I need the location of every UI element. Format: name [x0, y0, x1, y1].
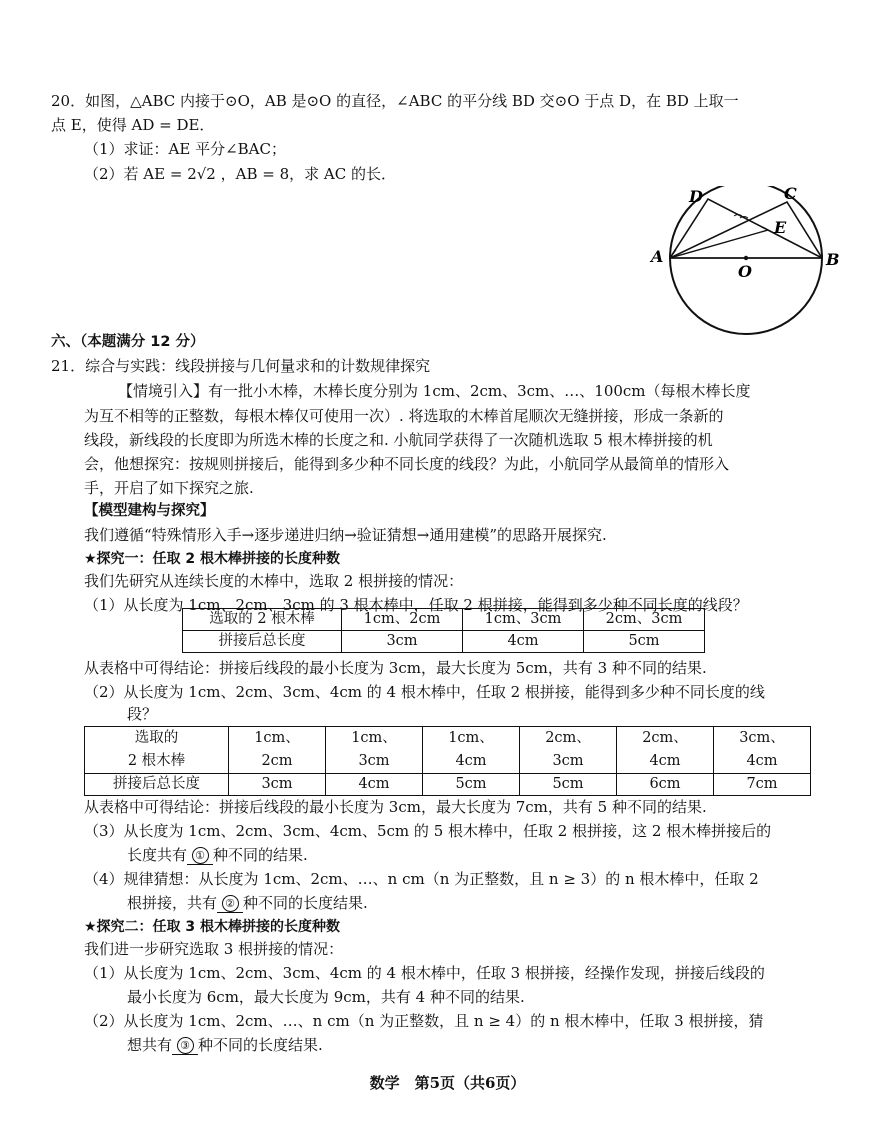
explore1-part1: （1）从长度为 1cm、2cm、3cm 的 3 根木棒中，任取 2 根拼接，能得到多少种不同长度的线段？	[84, 596, 748, 614]
pair-bottom: 3cm	[552, 753, 584, 769]
label-c: C	[784, 186, 797, 203]
table-row	[183, 631, 705, 653]
explore1-intro: 我们先研究从连续长度的木棒中，选取 2 根拼接的情况：	[84, 572, 464, 590]
conclusion1: 从表格中可得结论：拼接后线段的最小长度为 3cm，最大长度为 5cm，共有 3 种不同的结果.	[84, 659, 707, 677]
q21-intro-line5: 手，开启了如下探究之旅.	[84, 479, 254, 497]
table-row	[85, 774, 811, 796]
table-cell: 4cm	[326, 774, 423, 796]
pair-bottom: 3cm	[358, 753, 390, 769]
table-two-of-four	[84, 726, 811, 796]
pair-top: 2cm、	[545, 730, 591, 746]
table-cell	[423, 727, 520, 774]
q20-stem-line2: 点 E，使得 AD = DE．	[51, 116, 215, 134]
q20-part1: （1）求证：AE 平分∠BAC；	[84, 140, 286, 158]
table-cell	[520, 727, 617, 774]
table-cell: 选取的 2 根木棒	[183, 609, 342, 631]
table-row	[85, 727, 811, 774]
header-top: 选取的	[134, 730, 179, 746]
text-before-blank: 想共有	[127, 1036, 173, 1054]
q21-title: 21．综合与实践：线段拼接与几何量求和的计数规律探究	[51, 357, 431, 375]
pair-bottom: 4cm	[649, 753, 681, 769]
conclusion2: 从表格中可得结论：拼接后线段的最小长度为 3cm，最大长度为 7cm，共有 5 种不同的结果.	[84, 798, 707, 816]
table-cell: 拼接后总长度	[85, 774, 229, 796]
explore1-part3-line2	[127, 844, 308, 866]
q21-intro-line2: 为互不相等的正整数，每根木棒仅可使用一次）. 将选取的木棒首尾顺次无缝拼接，形成一条新的	[84, 407, 724, 425]
table-cell: 3cm	[229, 774, 326, 796]
circle-geometry-figure	[648, 186, 848, 336]
table-row	[183, 609, 705, 631]
explore2-part1-line2: 最小长度为 6cm，最大长度为 9cm，共有 4 种不同的结果.	[127, 988, 525, 1006]
label-o: O	[738, 262, 752, 281]
text-after-blank: 种不同的长度结果.	[243, 894, 368, 912]
text-after-blank: 种不同的结果.	[213, 846, 308, 864]
explore2-part1-line1: （1）从长度为 1cm、2cm、3cm、4cm 的 4 根木棒中，任取 3 根拼接，经操作发现，拼接后线段的	[84, 964, 765, 982]
triangle-adb-lines	[670, 199, 822, 258]
answer-blank-1[interactable]	[187, 846, 213, 865]
model-heading: 【模型建构与探究】	[84, 503, 215, 519]
q21-intro-line1: 【情境引入】有一批小木棒，木棒长度分别为 1cm、2cm、3cm、…、100cm（每根木棒长度	[118, 382, 751, 400]
triangle-acb-lines	[670, 202, 822, 258]
pair-bottom: 4cm	[746, 753, 778, 769]
center-point-o	[744, 256, 748, 260]
explore2-intro: 我们进一步研究选取 3 根拼接的情况：	[84, 940, 344, 958]
label-a: A	[651, 247, 664, 266]
q21-intro-line3: 线段，新线段的长度即为所选木棒的长度之和. 小航同学获得了一次随机选取 5 根木棒拼接的机	[84, 431, 713, 449]
text-after-blank: 种不同的长度结果.	[198, 1036, 323, 1054]
q20-stem-line1: 20．如图，△ABC 内接于⊙O，AB 是⊙O 的直径，∠ABC 的平分线 BD 交⊙O 于点 D，在 BD 上取一	[51, 92, 739, 110]
pair-top: 2cm、	[642, 730, 688, 746]
table-cell: 7cm	[714, 774, 811, 796]
section-heading: 六、（本题满分 12 分）	[51, 334, 205, 350]
pair-bottom: 4cm	[455, 753, 487, 769]
explore1-part3-line1: （3）从长度为 1cm、2cm、3cm、4cm、5cm 的 5 根木棒中，任取 2 根拼接，这 2 根木棒拼接后的	[84, 822, 772, 840]
table-cell: 4cm	[463, 631, 584, 653]
pair-top: 1cm、	[254, 730, 300, 746]
table-cell	[714, 727, 811, 774]
table-cell: 6cm	[617, 774, 714, 796]
page-footer: 数学 第5页（共6页）	[369, 1074, 526, 1092]
explore1-part4-line1: （4）规律猜想：从长度为 1cm、2cm、…、n cm（n 为正整数，且 n ≥ 3）的 n 根木棒中，任取 2	[84, 870, 759, 888]
pair-bottom: 2cm	[261, 753, 293, 769]
blank-marker: ③	[177, 1037, 194, 1054]
table-cell: 5cm	[520, 774, 617, 796]
label-e: E	[774, 218, 787, 237]
table-cell	[229, 727, 326, 774]
q21-intro-line4: 会，他想探究：按规则拼接后，能得到多少种不同长度的线段？为此，小航同学从最简单的情形入	[84, 455, 730, 473]
explore2-part2-line2	[127, 1034, 323, 1056]
table-cell: 5cm	[584, 631, 705, 653]
table-cell	[326, 727, 423, 774]
label-d: D	[689, 187, 703, 206]
label-b: B	[826, 250, 840, 269]
table-cell: 5cm	[423, 774, 520, 796]
explore1-part2-line1: （2）从长度为 1cm、2cm、3cm、4cm 的 4 根木棒中，任取 2 根拼接，能得到多少种不同长度的线	[84, 683, 765, 701]
explore1-title: ★探究一：任取 2 根木棒拼接的长度种数	[84, 551, 341, 567]
table-cell: 1cm、2cm	[342, 609, 463, 631]
table-cell	[617, 727, 714, 774]
pair-top: 3cm、	[739, 730, 785, 746]
model-line: 我们遵循“特殊情形入手→逐步递进归纳→验证猜想→通用建模”的思路开展探究.	[84, 526, 607, 544]
table-cell: 拼接后总长度	[183, 631, 342, 653]
explore2-part2-line1: （2）从长度为 1cm、2cm、…、n cm（n 为正整数，且 n ≥ 4）的 n 根木棒中，任取 3 根拼接，猜	[84, 1012, 764, 1030]
text-before-blank: 根拼接，共有	[127, 894, 218, 912]
table-cell: 2cm、3cm	[584, 609, 705, 631]
pair-top: 1cm、	[448, 730, 494, 746]
blank-marker: ②	[222, 895, 239, 912]
header-bottom: 2 根木棒	[127, 753, 186, 769]
explore2-title: ★探究二：任取 3 根木棒拼接的长度种数	[84, 919, 341, 935]
text-before-blank: 长度共有	[127, 846, 188, 864]
table-cell: 3cm	[342, 631, 463, 653]
answer-blank-2[interactable]	[217, 894, 243, 913]
blank-marker: ①	[192, 847, 209, 864]
table-cell: 1cm、3cm	[463, 609, 584, 631]
answer-blank-3[interactable]	[172, 1036, 198, 1055]
explore1-part2-line2: 段？	[127, 705, 158, 723]
q20-part2: （2）若 AE = 2√2 ，AB = 8，求 AC 的长．	[84, 165, 396, 183]
table-two-of-three	[182, 608, 705, 653]
pair-top: 1cm、	[351, 730, 397, 746]
explore1-part4-line2	[127, 892, 368, 914]
table-cell	[85, 727, 229, 774]
